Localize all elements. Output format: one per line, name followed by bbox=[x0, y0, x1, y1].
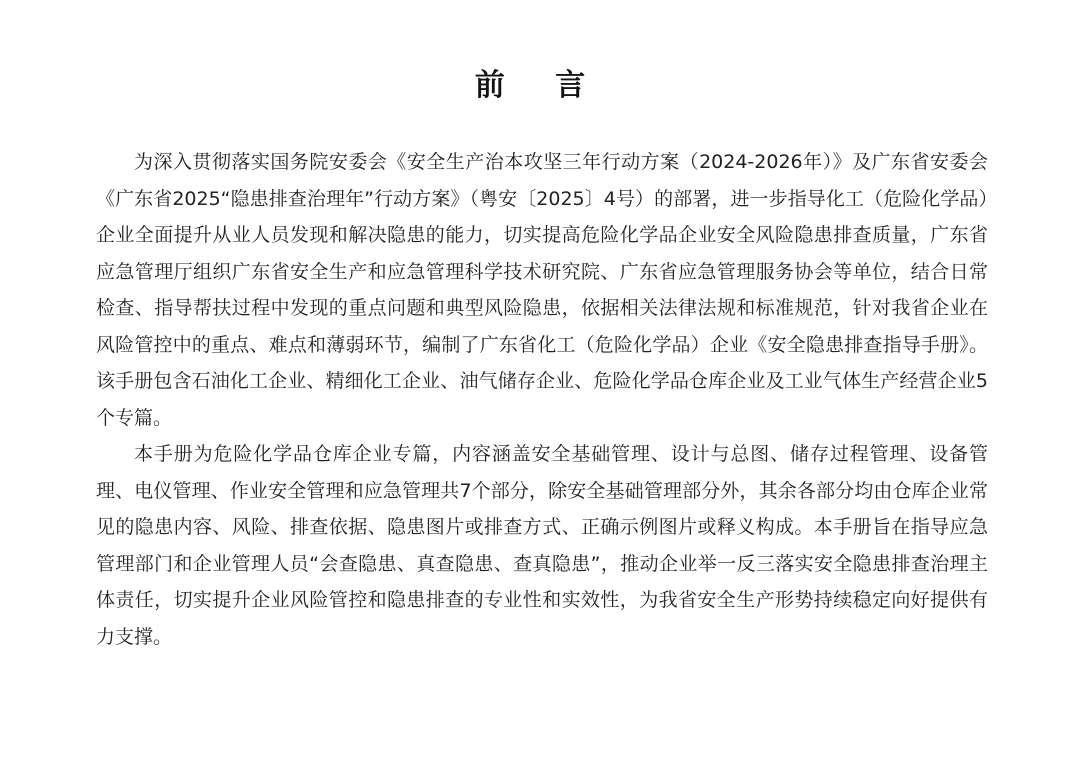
preface-body bbox=[96, 144, 988, 655]
paragraph: 本手册为危险化学品仓库企业专篇，内容涵盖安全基础管理、设计与总图、储存过程管理、设备管理、电仪管理、作业安全管理和应急管理共7个部分，除安全基础管理部分外，其余各部分均由仓库企业常见的隐患内容、风险、排查依据、隐患图片或排查方式、正确示例图片或释义构成。本手册旨在指导应急管理部门和企业管理人员“会查隐患、真查隐患、查真隐患”，推动企业举一反三落实安全隐患排查治理主体责任，切实提升企业风险管控和隐患排查的专业性和实效性，为我省安全生产形势持续稳定向好提供有力支撑。 bbox=[96, 443, 988, 648]
paragraph: 为深入贯彻落实国务院安委会《安全生产治本攻坚三年行动方案（2024-2026年）》及广东省安委会《广东省2025“隐患排查治理年”行动方案》（粤安〔2025〕4号）的部署，进一步指导化工（危险化学品）企业全面提升从业人员发现和解决隐患的能力，切实提高危险化学品企业安全风险隐患排查质量，广东省应急管理厅组织广东省安全生产和应急管理科学技术研究院、广东省应急管理服务协会等单位，结合日常检查、指导帮扶过程中发现的重点问题和典型风险隐患，依据相关法律法规和标准规范，针对我省企业在风险管控中的重点、难点和薄弱环节，编制了广东省化工（危险化学品）企业《安全隐患排查指导手册》。该手册包含石油化工企业、精细化工企业、油气储存企业、危险化学品仓库企业及工业气体生产经营企业5个专篇。 bbox=[96, 151, 988, 429]
page-title: 前 言 bbox=[474, 68, 606, 103]
